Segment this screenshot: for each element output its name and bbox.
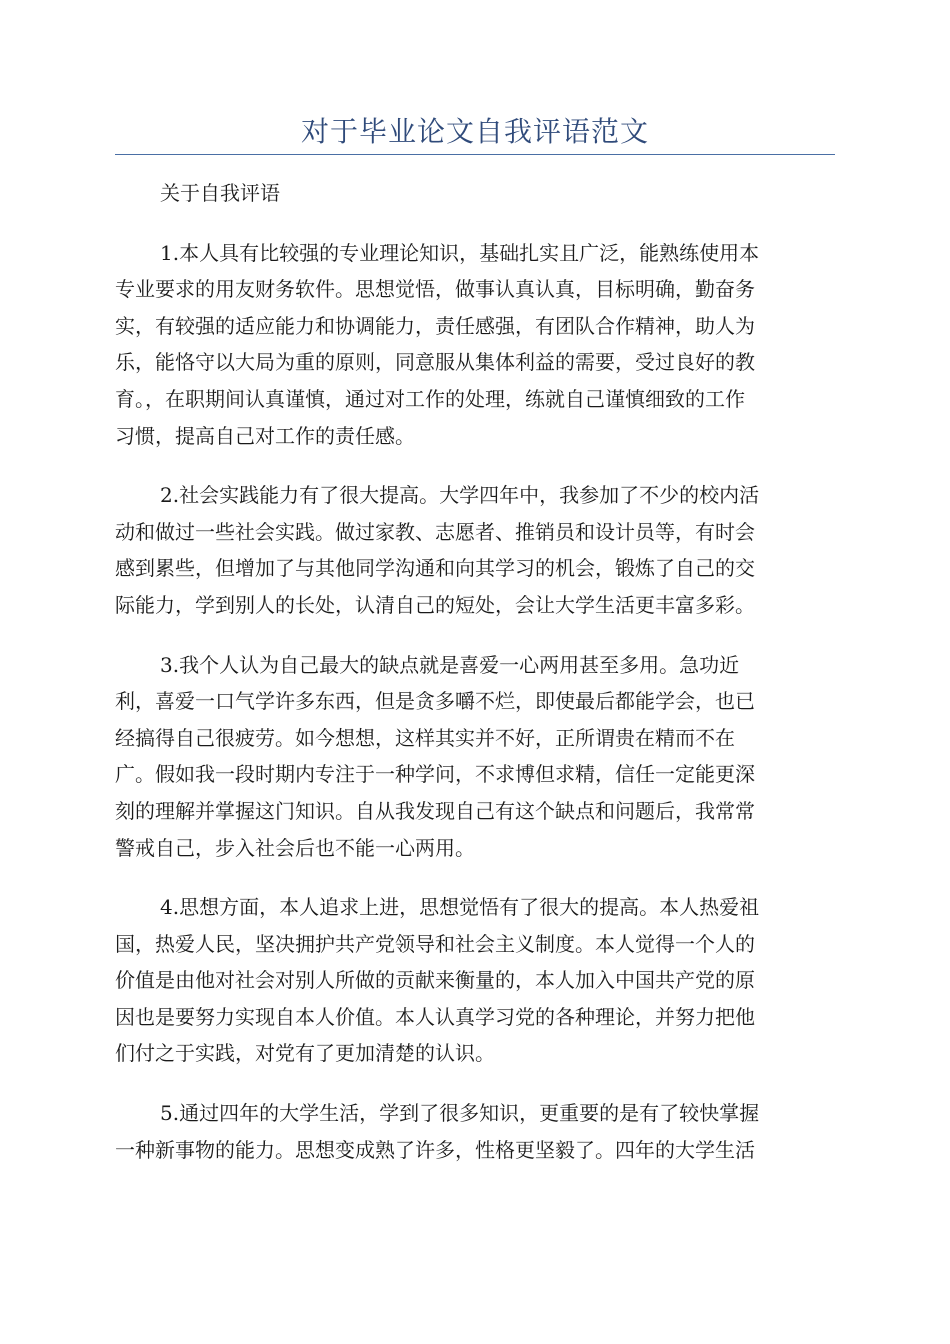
paragraph-line: 感到累些，但增加了与其他同学沟通和向其学习的机会，锻炼了自己的交 — [115, 556, 755, 581]
paragraph-3 — [115, 647, 835, 867]
paragraph-2 — [115, 477, 835, 623]
paragraph-gap — [115, 1072, 835, 1095]
paragraph-line: 国，热爱人民，坚决拥护共产党领导和社会主义制度。本人觉得一个人的 — [115, 931, 755, 956]
paragraph-line: 经搞得自己很疲劳。如今想想，这样其实并不好，正所谓贵在精而不在 — [115, 725, 735, 750]
paragraph-line: 广。假如我一段时期内专注于一种学问，不求博但求精，信任一定能更深 — [115, 762, 755, 787]
paragraph-line: 一种新事物的能力。思想变成熟了许多，性格更坚毅了。四年的大学生活 — [115, 1137, 755, 1162]
paragraph-line: 专业要求的用友财务软件。思想觉悟，做事认真认真，目标明确，勤奋务 — [115, 277, 755, 302]
paragraph-line: 3.我个人认为自己最大的缺点就是喜爱一心两用甚至多用。急功近 — [160, 652, 740, 677]
document-title: 对于毕业论文自我评语范文 — [300, 115, 649, 148]
paragraph-line: 4.思想方面，本人追求上进，思想觉悟有了很大的提高。本人热爱祖 — [160, 895, 760, 920]
paragraph-line: 育。，在职期间认真谨慎，通过对工作的处理，练就自己谨慎细致的工作 — [115, 386, 745, 411]
paragraph-line: 们付之于实践，对党有了更加清楚的认识。 — [115, 1041, 495, 1066]
paragraph-1 — [115, 235, 835, 455]
paragraph-line: 2.社会实践能力有了很大提高。大学四年中，我参加了不少的校内活 — [160, 483, 760, 508]
paragraph-gap — [115, 624, 835, 647]
paragraph-line: 警戒自己，步入社会后也不能一心两用。 — [115, 835, 475, 860]
paragraph-line: 际能力，学到别人的长处，认清自己的短处，会让大学生活更丰富多彩。 — [115, 592, 755, 617]
paragraph-gap — [115, 212, 835, 235]
paragraph-line: 实，有较强的适应能力和协调能力，责任感强，有团队合作精神，助人为 — [115, 313, 755, 338]
paragraph-line: 习惯，提高自己对工作的责任感。 — [115, 423, 415, 448]
title-underline-rule — [115, 154, 835, 155]
paragraph-gap — [115, 866, 835, 889]
paragraph-gap — [115, 454, 835, 477]
document-body — [115, 175, 835, 1168]
paragraph-line: 5.通过四年的大学生活，学到了很多知识，更重要的是有了较快掌握 — [160, 1101, 760, 1126]
paragraph-line: 1.本人具有比较强的专业理论知识，基础扎实且广泛，能熟练使用本 — [160, 240, 760, 265]
paragraph-4 — [115, 889, 835, 1072]
subheading: 关于自我评语 — [160, 181, 280, 205]
paragraph-line: 动和做过一些社会实践。做过家教、志愿者、推销员和设计员等，有时会 — [115, 519, 755, 544]
paragraph-line: 乐，能恪守以大局为重的原则，同意服从集体利益的需要，受过良好的教 — [115, 350, 755, 375]
paragraph-line: 价值是由他对社会对别人所做的贡献来衡量的，本人加入中国共产党的原 — [115, 968, 755, 993]
paragraph-line: 刻的理解并掌握这门知识。自从我发现自己有这个缺点和问题后，我常常 — [115, 798, 755, 823]
paragraph-line: 利，喜爱一口气学许多东西，但是贪多嚼不烂，即使最后都能学会，也已 — [115, 689, 755, 714]
paragraph-5 — [115, 1095, 835, 1168]
paragraph-line: 因也是要努力实现自本人价值。本人认真学习党的各种理论，并努力把他 — [115, 1004, 755, 1029]
